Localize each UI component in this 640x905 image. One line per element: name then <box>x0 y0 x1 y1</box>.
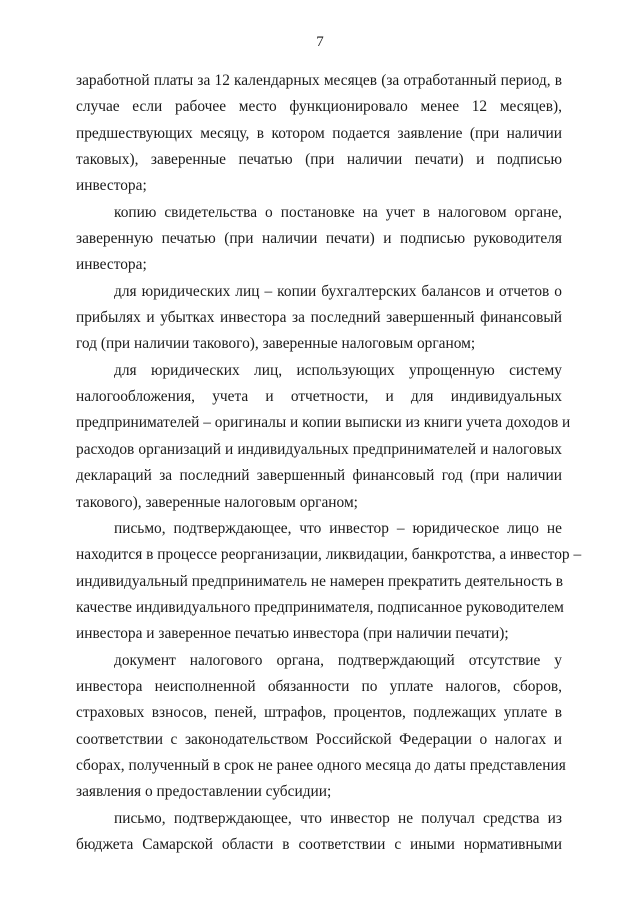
paragraph <box>76 806 562 859</box>
text-line: прибылях и убытках инвестора за последний завершенный финансовый <box>76 309 562 327</box>
text-line: заявления о предоставлении субсидии; <box>76 783 332 801</box>
text-line: письмо, подтверждающее, что инвестор – юридическое лицо не <box>114 519 562 537</box>
page-number: 7 <box>316 34 324 50</box>
text-line: для юридических лиц, использующих упрощенную систему <box>114 361 562 379</box>
text-line: расходов организаций и индивидуальных предпринимателей и налоговых <box>76 440 562 458</box>
text-line: для юридических лиц – копии бухгалтерских балансов и отчетов о <box>114 282 562 300</box>
text-line: страховых взносов, пеней, штрафов, процентов, подлежащих уплате в <box>76 704 562 722</box>
text-line: инвестора; <box>76 177 147 195</box>
text-line: предпринимателей – оригиналы и копии выписки из книги учета доходов и <box>76 414 571 432</box>
text-line: год (при наличии такового), заверенные налоговым органом; <box>76 335 476 353</box>
text-line: случае если рабочее место функционировало менее 12 месяцев), <box>76 98 562 116</box>
text-line: качестве индивидуального предпринимателя, подписанное руководителем <box>76 598 564 616</box>
text-line: копию свидетельства о постановке на учет в налоговом органе, <box>114 203 562 221</box>
text-line: заработной платы за 12 календарных месяцев (за отработанный период, в <box>76 72 562 89</box>
paragraph <box>76 648 566 806</box>
text-line: деклараций за последний завершенный финансовый год (при наличии <box>76 467 562 485</box>
text-line: налогообложения, учета и отчетности, и для индивидуальных <box>76 388 562 406</box>
paragraph <box>76 279 562 358</box>
text-line: находится в процессе реорганизации, ликвидации, банкротства, а инвестор – <box>76 546 582 564</box>
text-line: предшествующих месяцу, в котором подается заявление (при наличии <box>76 124 562 142</box>
paragraph <box>76 516 582 648</box>
text-line: сборах, полученный в срок не ранее одного месяца до даты представления <box>76 756 566 774</box>
text-line: документ налогового органа, подтверждающий отсутствие у <box>114 651 562 669</box>
paragraph <box>76 68 562 200</box>
text-line: таковых), заверенные печатью (при наличии печати) и подписью <box>76 151 562 169</box>
text-line: инвестора и заверенное печатью инвестора (при наличии печати); <box>76 625 509 643</box>
document-body <box>76 68 582 858</box>
text-line: индивидуальный предприниматель не намерен прекратить деятельность в <box>76 572 563 590</box>
text-line: соответствии с законодательством Российской Федерации о налогах и <box>76 730 562 748</box>
paragraph <box>76 200 562 279</box>
text-line: такового), заверенные налоговым органом; <box>76 493 358 511</box>
text-line: заверенную печатью (при наличии печати) и подписью руководителя <box>76 230 562 248</box>
paragraph <box>76 358 571 516</box>
text-line: бюджета Самарской области в соответствии с иными нормативными <box>76 835 562 853</box>
text-line: письмо, подтверждающее, что инвестор не получал средства из <box>114 809 562 827</box>
text-line: инвестора; <box>76 256 147 274</box>
text-line: инвестора неисполненной обязанности по уплате налогов, сборов, <box>76 677 562 695</box>
